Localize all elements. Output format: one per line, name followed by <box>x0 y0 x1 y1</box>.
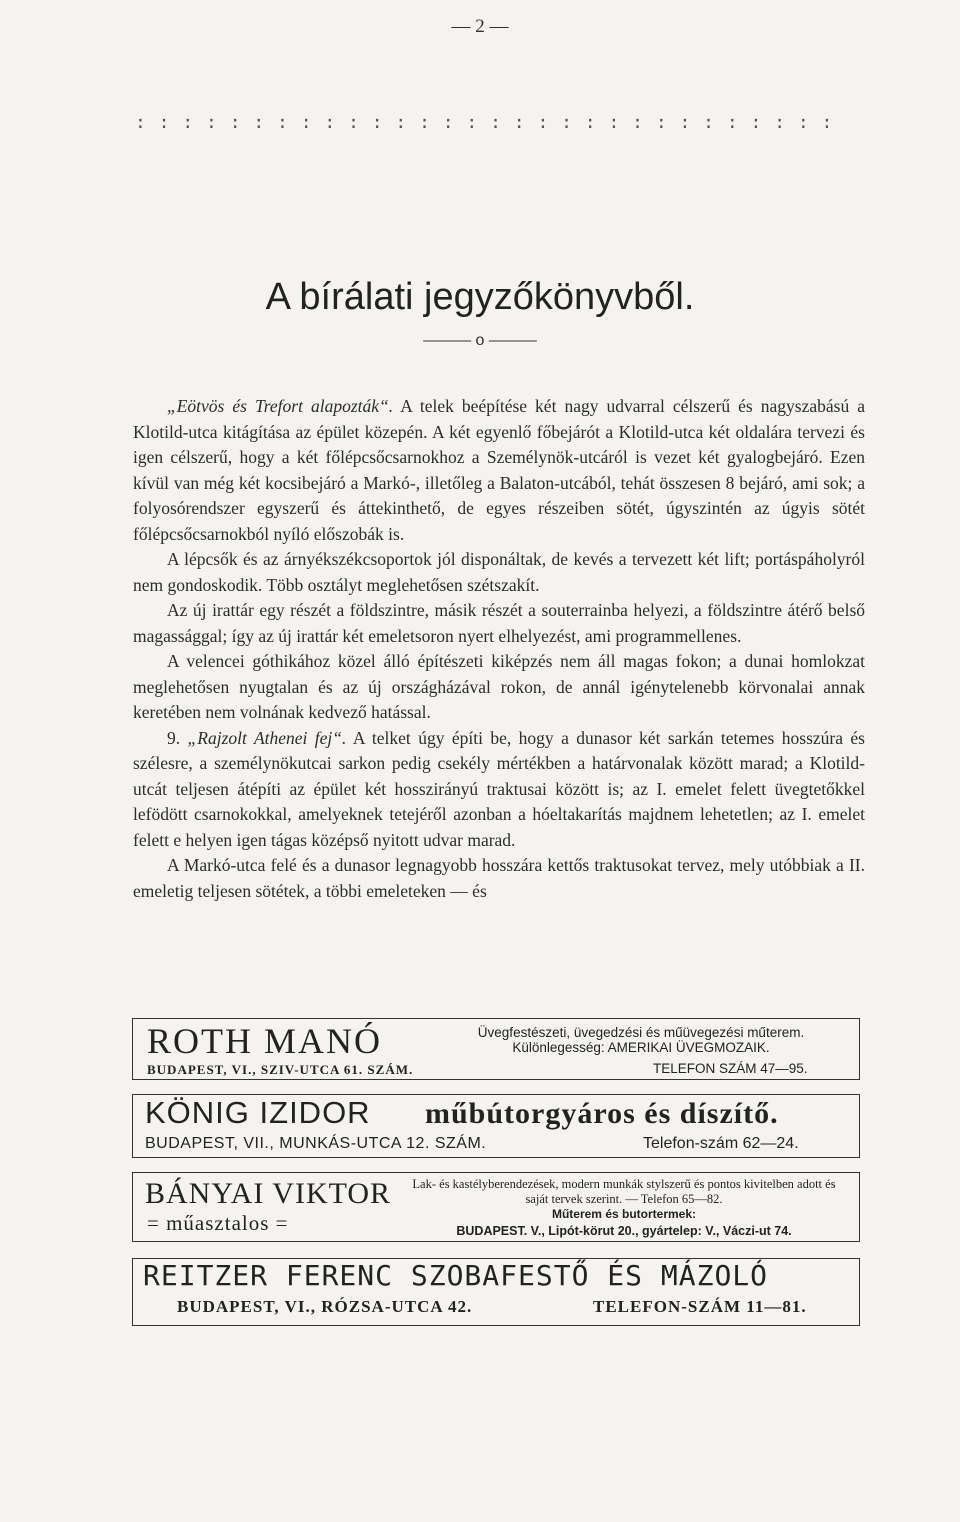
ad-konig-trade: műbútorgyáros és díszítő. <box>425 1097 779 1130</box>
paragraph-6: A Markó-utca felé és a dunasor legnagyobb hosszára kettős traktusokat tervez, mely utóbbiak a II. emeletig teljesen sötétek, a többi emeleteken — és <box>133 855 865 901</box>
ad-roth-name: ROTH MANÓ <box>147 1021 383 1061</box>
entry-number: 9. <box>167 727 188 748</box>
title-ornament: ——— o ——— <box>423 332 537 349</box>
article-title: A bírálati jegyzőkönyvből. <box>265 276 695 318</box>
ad-reitzer-ferenc <box>132 1258 860 1326</box>
ad-roth-spec-line2: Különlegesség: AMERIKAI ÜVEGMOZAIK. <box>512 1040 770 1055</box>
article-body <box>133 394 865 904</box>
paragraph-1 <box>133 394 865 547</box>
ad-roth-mano <box>132 1018 860 1080</box>
motto-eotvos: „Eötvös és Trefort alapozták“. <box>167 396 394 416</box>
paragraph-2: A lépcsők és az árnyékszékcsoportok jól disponáltak, de kevés a tervezett két lift; portáspáholyról nem gondoskodik. Több osztályt meglehetősen szétszakít. <box>133 549 865 595</box>
ad-konig-address: BUDAPEST, VII., MUNKÁS-UTCA 12. SZÁM. <box>145 1135 487 1152</box>
ad-banyai-name: BÁNYAI VIKTOR <box>145 1177 392 1210</box>
motto-athenei: „Rajzolt Athenei fej“. <box>187 727 347 748</box>
ad-konig-name: KÖNIG IZIDOR <box>145 1095 371 1130</box>
ad-reitzer-name: REITZER FERENC SZOBAFESTŐ ÉS MÁZOLÓ <box>143 1259 769 1292</box>
paragraph-5-text: A telket úgy építi be, hogy a dunasor két sarkán tetemes hosszúra és szélesre, a személynökutcai sarkon pedig csekély mértékben a határvonalak között marad; a Klotild-utcát teljesen átépíti az épület két hosszirányú traktusai között is; az I. emelet felett üvegtetőkkel lefödött csarnokokkal, amelyeknek tetejéről azonban a hóeltakarítás majdnem lehetetlen; az I. emelet felett e helyen igen tágas középső nyitott udvar marad. <box>133 727 865 850</box>
ad-roth-spec-line1: Üvegfestészeti, üvegedzési és műüvegezési műterem. <box>477 1025 805 1040</box>
ad-reitzer-phone: TELEFON-SZÁM 11—81. <box>593 1297 807 1316</box>
ad-reitzer-address: BUDAPEST, VI., RÓZSA-UTCA 42. <box>177 1297 473 1316</box>
ad-roth-address: BUDAPEST, VI., SZIV-UTCA 61. SZÁM. <box>147 1062 414 1077</box>
paragraph-4: A velencei góthikához közel álló építészeti kiképzés nem áll magas fokon; a dunai homlokzat meglehetősen nyugtalan és az új országházával rokon, de annál igénytelenebb körvonalai annak keretében nem volnának kedvező hatással. <box>133 651 865 722</box>
decorative-dot-rule: : : : : : : : : : : : : : : : : : : : : : : : : : : : : : : <box>135 112 834 133</box>
ad-roth-specialty <box>435 1025 847 1055</box>
paragraph-3: Az új irattár egy részét a földszintre, másik részét a souterrainba helyezi, a földszintre átérő belső magassággal; így az új irattár két emeletsoron nyert elhelyezést, ami programmellenes. <box>133 600 865 646</box>
ad-konig-izidor <box>132 1094 860 1158</box>
ad-banyai-address: BUDAPEST. V., Lipót-körut 20., gyártelep: V., Váczi-ut 74. <box>456 1224 792 1238</box>
ad-konig-phone: Telefon-szám 62—24. <box>643 1135 799 1152</box>
ad-roth-phone: TELEFON SZÁM 47—95. <box>653 1061 808 1076</box>
ad-banyai-studio-label: Műterem és butortermek: <box>551 1207 697 1221</box>
page-number: — 2 — <box>451 16 509 37</box>
ad-banyai-description: Lak- és kastélyberendezések, modern munkák stylszerű és pontos kivitelben adott és saját tervek szerint. — Telefon 65—82. <box>412 1177 836 1206</box>
paragraph-5 <box>133 726 865 854</box>
ad-banyai-viktor <box>132 1172 860 1242</box>
ad-banyai-role: = műasztalos = <box>147 1211 289 1235</box>
paragraph-1-text: A telek beépítése két nagy udvarral célszerű és nagyszabású a Klotild-utca kitágítása az épület közepén. A két egyenlő főbejárót a Klotild-utca két oldalára tervezi és igen célszerű, hogy a két főlépcsőcsarnokhoz a Személynök-utcáról is vezet két gyalogbejáró. Ezen kívül van még két kocsibejáró a Markó-, illetőleg a Balaton-utcából, tehát összesen 8 bejáró, ami sok; a folyosórendszer egyszerű és áttekinthető, de egyes részeiben sötét, úgyszintén az úgyis sötét főlépcsőcsarnokból nyíló előszobák is. <box>133 396 865 544</box>
